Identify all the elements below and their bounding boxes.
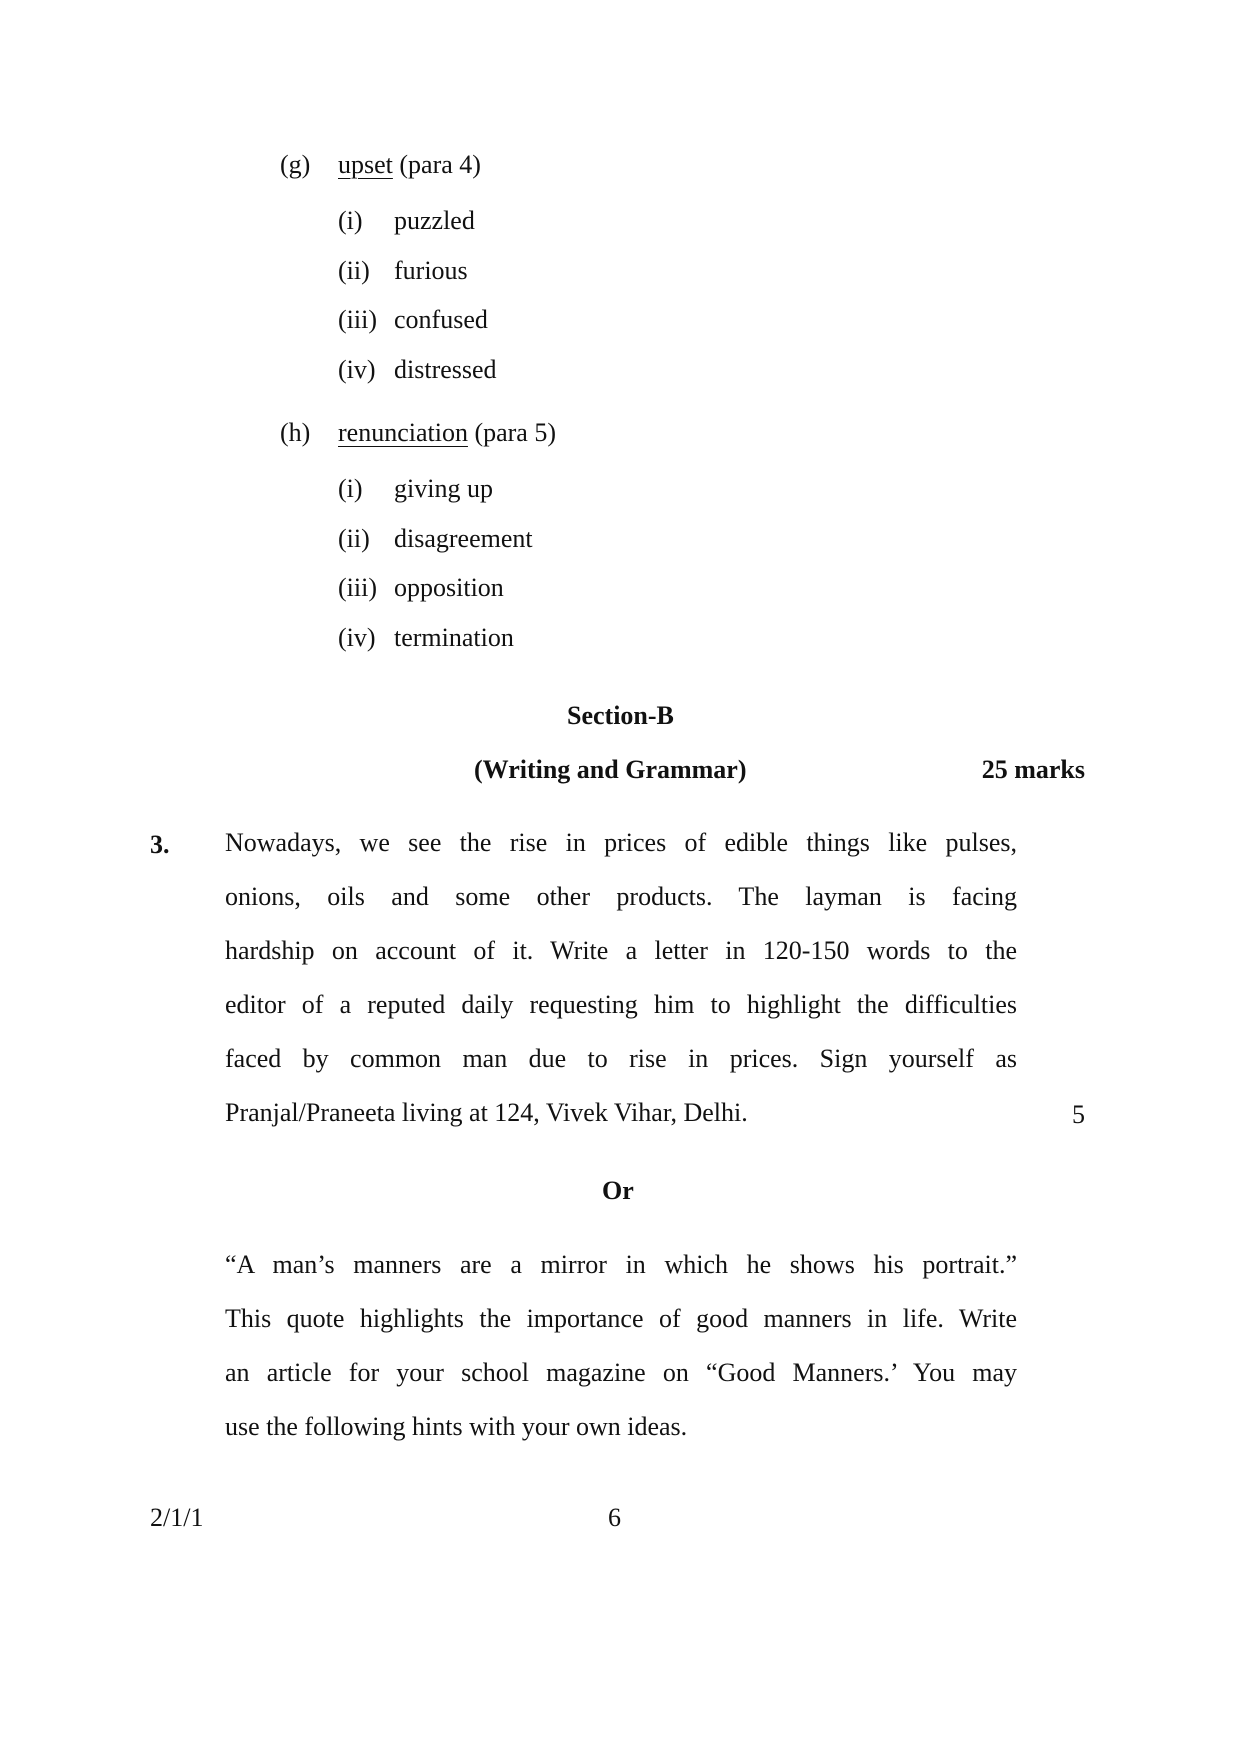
alternative-line: an article for your school magazine on “Good Manners.’ You may [225,1358,1017,1387]
question-h-prompt [338,418,556,448]
question-h-option-3-text: opposition [394,573,504,602]
question-3-line: editor of a reputed daily requesting him to highlight the difficulties [225,990,1017,1019]
section-title: Section-B [567,701,674,730]
question-h-ref: (para 5) [474,418,557,447]
section-marks: 25 marks [981,755,1085,784]
question-3-number: 3. [150,830,170,859]
alternative-line: This quote highlights the importance of good manners in life. Write [225,1304,1017,1333]
question-3-marks: 5 [1072,1100,1085,1129]
question-g-option-1-num: (i) [338,206,363,235]
question-h-option-2-num: (ii) [338,524,370,553]
question-3-line: onions, oils and some other products. The layman is facing [225,882,1017,911]
question-g-option-4-num: (iv) [338,355,376,384]
question-g-label: (g) [280,150,311,179]
or-label: Or [602,1176,634,1205]
alternative-line: use the following hints with your own ideas. [225,1412,688,1441]
question-g-option-4-text: distressed [394,355,497,384]
question-3-line: Nowadays, we see the rise in prices of edible things like pulses, [225,828,1017,857]
question-g-option-3-text: confused [394,305,488,334]
question-g-option-1-text: puzzled [394,206,475,235]
question-g-ref: (para 4) [399,150,481,179]
question-g-word: upset [338,150,393,179]
question-h-option-4-num: (iv) [338,623,376,652]
question-h-option-3-num: (iii) [338,573,377,602]
question-g-option-2-text: furious [394,256,468,285]
alternative-question-text [225,1238,1017,1454]
question-g-option-3-num: (iii) [338,305,377,334]
alternative-line: “A man’s manners are a mirror in which he shows his portrait.” [225,1250,1017,1279]
question-g-option-2-num: (ii) [338,256,370,285]
paper-code: 2/1/1 [150,1503,204,1532]
question-h-option-1-num: (i) [338,474,363,503]
question-3-text [225,816,1017,1140]
page-number: 6 [608,1503,621,1532]
question-h-option-1-text: giving up [394,474,493,503]
question-h-option-4-text: termination [394,623,514,652]
question-3-line: faced by common man due to rise in prices. Sign yourself as [225,1044,1017,1073]
question-h-option-2-text: disagreement [394,524,533,553]
question-3-line: Pranjal/Praneeta living at 124, Vivek Vihar, Delhi. [225,1098,748,1127]
question-3-line: hardship on account of it. Write a letter in 120-150 words to the [225,936,1017,965]
question-g-prompt [338,150,481,180]
question-h-word: renunciation [338,418,468,447]
section-subtitle: (Writing and Grammar) [474,755,747,784]
question-h-label: (h) [280,418,311,447]
